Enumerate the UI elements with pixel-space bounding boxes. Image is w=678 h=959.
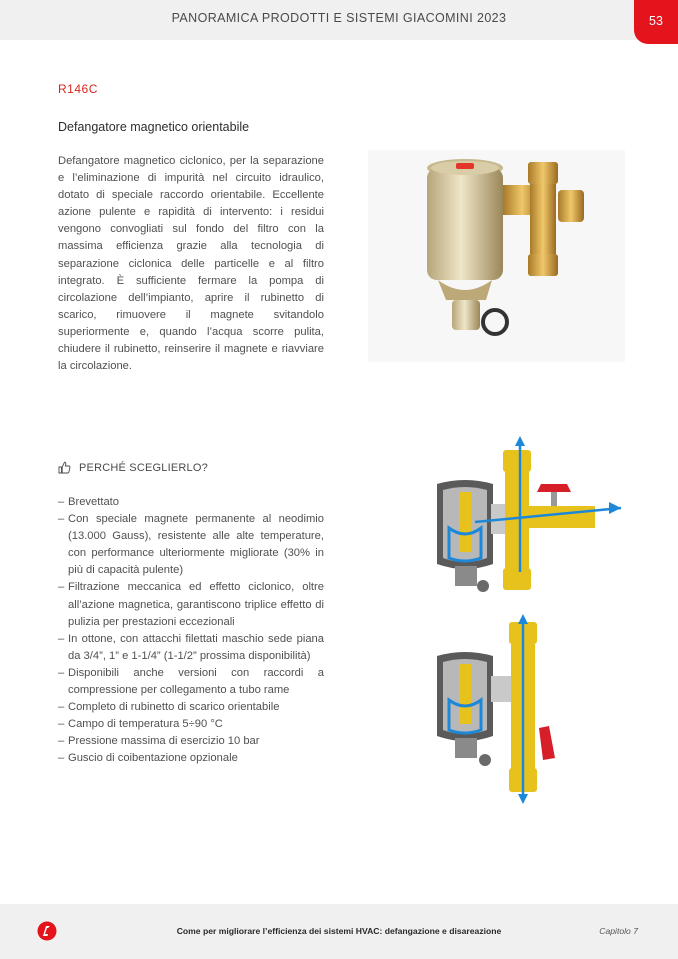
features-list <box>58 494 324 768</box>
page-footer <box>0 904 678 959</box>
why-heading <box>58 461 208 474</box>
page-number-tab: 53 <box>634 0 678 44</box>
product-code: R146C <box>58 82 98 96</box>
footer-text: Come per migliorare l’efficienza dei sistemi HVAC: defangazione e disareazione <box>176 926 502 936</box>
feature-item: – Completo di rubinetto di scarico orientabile <box>58 699 324 716</box>
page-header <box>0 0 678 40</box>
cutaway-diagram-vertical <box>425 608 635 808</box>
feature-item: – Disponibili anche versioni con raccordi a compressione per collegamento a tubo rame <box>58 665 324 699</box>
feature-item: – Campo di temperatura 5÷90 °C <box>58 716 324 733</box>
thumbs-up-icon <box>58 461 71 474</box>
product-subtitle: Defangatore magnetico orientabile <box>58 120 250 134</box>
product-photo <box>368 150 625 362</box>
product-description: Defangatore magnetico ciclonico, per la separazione e l’eliminazione di impurità nel circuito idraulico, dotato di speciale raccordo orientabile. Eccellente azione pulente e rapidità di intervento: i residui vengono convogliati sul fondo del filtro con la massima efficienza grazie alla tecnologia di separazione ciclonica delle particelle e al filtro integrato. È sufficiente fermare la pompa di circolazione dell’impianto, aprire il rubinetto di scarico, rimuovere il magnete svitandolo superiormente e, quando l’acqua scorre pulita, chiudere il rubinetto, reinserire il magnete e riavviare la circolazione. <box>58 155 324 373</box>
footer-chapter: Capitolo 7 <box>599 926 638 936</box>
feature-item: – Guscio di coibentazione opzionale <box>58 750 324 767</box>
feature-item: – In ottone, con attacchi filettati maschio sede piana da 3/4”, 1” e 1-1/4” (1-1/2” prossima disponibilità) <box>58 631 324 665</box>
cutaway-diagram-horizontal <box>425 432 635 602</box>
feature-item: – Con speciale magnete permanente al neodimio (13.000 Gauss), resistente alle alte temperature, con performance ulteriormente migliorate (30% in più di capacità pulente) <box>58 511 324 579</box>
why-heading-label: PERCHÉ SCEGLIERLO? <box>79 461 208 474</box>
header-title: PANORAMICA PRODOTTI E SISTEMI GIACOMINI 2023 <box>171 11 507 25</box>
feature-item: – Filtrazione meccanica ed effetto ciclonico, oltre all’azione magnetica, garantiscono triplice effetto di pulizia per prestazioni eccezionali <box>58 579 324 630</box>
feature-item: – Brevettato <box>58 494 324 511</box>
feature-item: – Pressione massima di esercizio 10 bar <box>58 733 324 750</box>
